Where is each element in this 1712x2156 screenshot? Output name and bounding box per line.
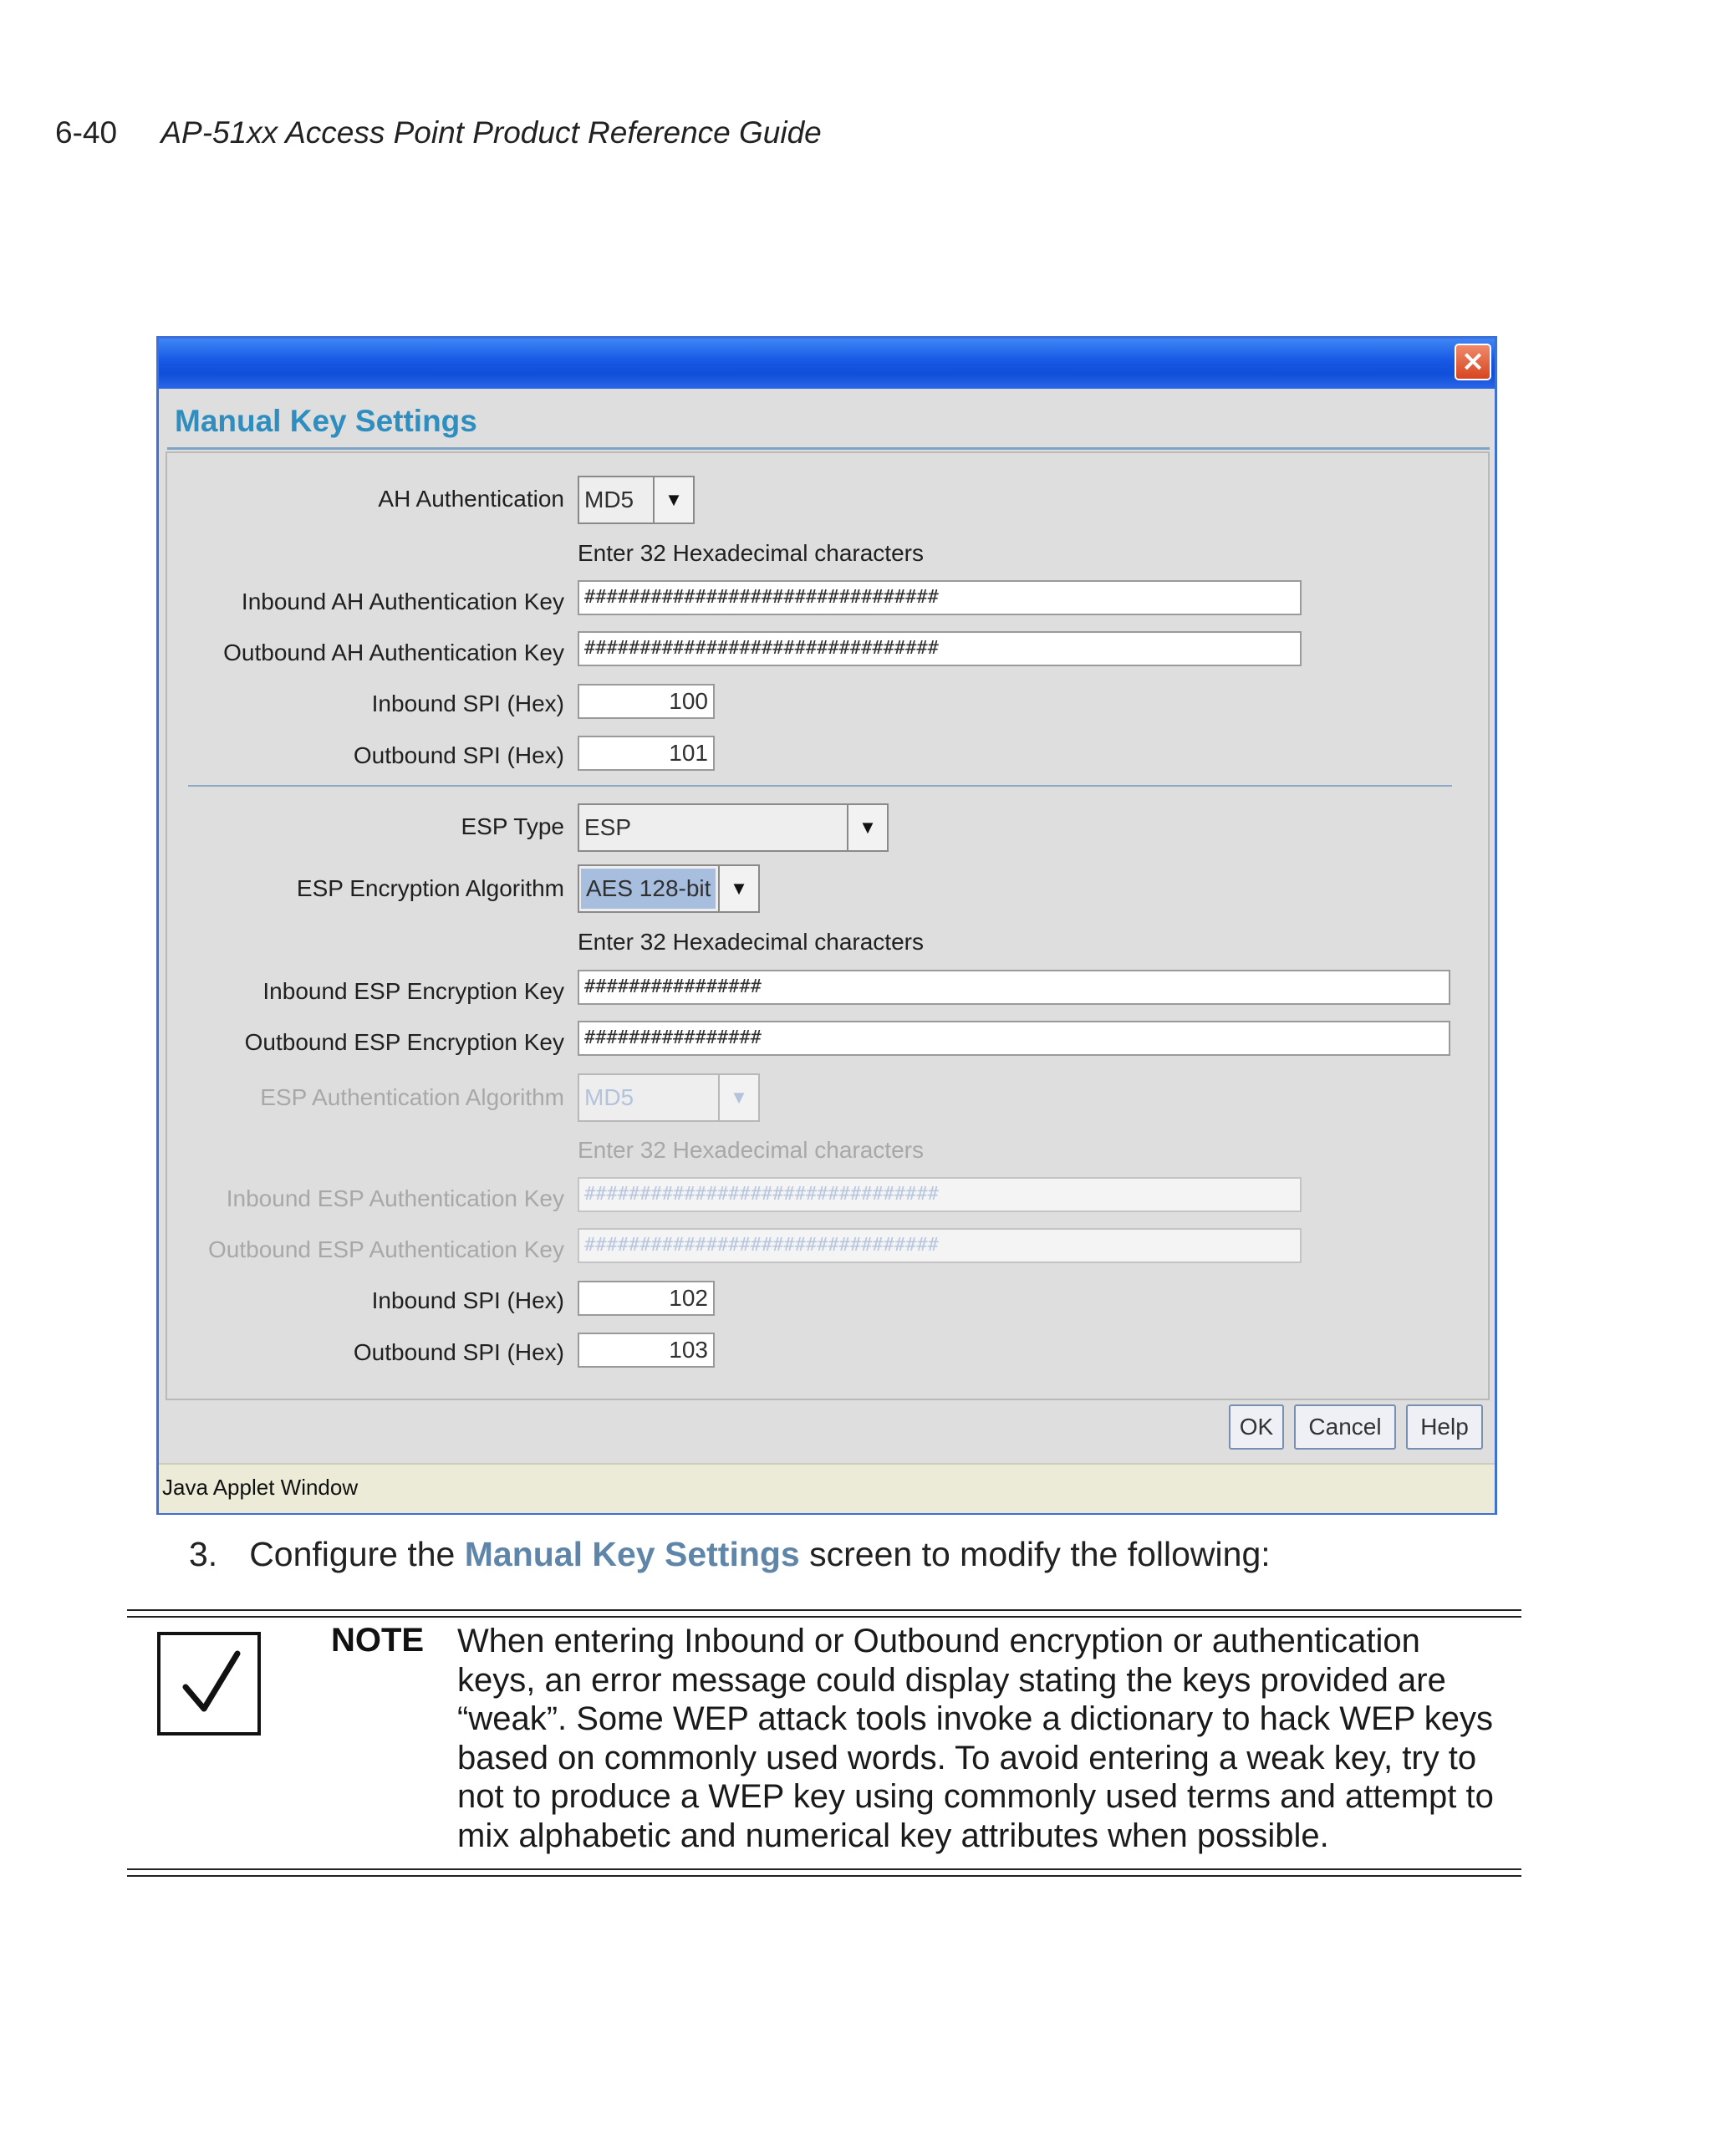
guide-title: AP-51xx Access Point Product Reference Guide <box>160 115 822 150</box>
note-text: When entering Inbound or Outbound encryption or authentication keys, an error message could display stating the keys provided are “weak”. Some WEP attack tools invoke a dictionary to hack WEP keys based on commonly used words. To avoid entering a weak key, try to not to produce a WEP key using commonly used terms and attempt to mix alphabetic and numerical key attributes when possible. <box>457 1623 1494 1854</box>
inbound-spi-label: Inbound SPI (Hex) <box>371 691 564 716</box>
step-instruction <box>189 1535 1271 1574</box>
esp-type-value: ESP <box>584 814 632 840</box>
ok-button[interactable]: OK <box>1229 1404 1284 1450</box>
step-text-after: screen to modify the following: <box>799 1535 1271 1573</box>
chevron-down-icon[interactable]: ▼ <box>847 805 887 850</box>
outbound-esp-auth-key-input[interactable]: ################################ <box>578 1228 1302 1263</box>
esp-auth-algorithm-select[interactable] <box>578 1073 760 1122</box>
outbound-spi-label: Outbound SPI (Hex) <box>353 742 564 768</box>
hex-hint-esp-auth: Enter 32 Hexadecimal characters <box>578 1137 924 1163</box>
note-label: NOTE <box>331 1622 425 1659</box>
inbound-spi2-input[interactable]: 102 <box>578 1281 715 1316</box>
ah-authentication-value: MD5 <box>584 487 634 512</box>
note-bottom-rule-1 <box>127 1868 1521 1870</box>
outbound-ah-key-label: Outbound AH Authentication Key <box>223 640 564 665</box>
step-text-before: Configure the <box>249 1535 465 1573</box>
inbound-spi2-label: Inbound SPI (Hex) <box>371 1287 564 1313</box>
outbound-esp-auth-key-label: Outbound ESP Authentication Key <box>207 1236 564 1262</box>
esp-encryption-algorithm-label: ESP Encryption Algorithm <box>296 875 564 901</box>
inbound-spi-input[interactable]: 100 <box>578 684 715 719</box>
outbound-ah-key-input[interactable]: ################################ <box>578 631 1302 666</box>
outbound-esp-enc-key-input[interactable]: ################ <box>578 1021 1450 1056</box>
hex-hint-ah: Enter 32 Hexadecimal characters <box>578 540 924 566</box>
inbound-esp-auth-key-label: Inbound ESP Authentication Key <box>226 1185 564 1211</box>
chevron-down-icon[interactable]: ▼ <box>718 1075 758 1120</box>
inbound-esp-enc-key-label: Inbound ESP Encryption Key <box>262 978 564 1004</box>
esp-type-label: ESP Type <box>461 813 564 839</box>
esp-encryption-algorithm-value: AES 128-bit <box>581 869 716 909</box>
cancel-button[interactable]: Cancel <box>1294 1404 1396 1450</box>
note-top-rule-1 <box>127 1609 1521 1611</box>
outbound-spi-input[interactable]: 101 <box>578 736 715 771</box>
inbound-ah-key-label: Inbound AH Authentication Key <box>241 589 564 614</box>
page-number: 6-40 <box>55 115 118 150</box>
esp-auth-algorithm-value: MD5 <box>584 1084 634 1110</box>
chevron-down-icon[interactable]: ▼ <box>653 477 693 522</box>
outbound-spi2-label: Outbound SPI (Hex) <box>353 1339 564 1365</box>
outbound-esp-enc-key-label: Outbound ESP Encryption Key <box>244 1029 564 1055</box>
help-button[interactable]: Help <box>1406 1404 1483 1450</box>
esp-auth-algorithm-label: ESP Authentication Algorithm <box>260 1084 564 1110</box>
note-top-rule-2 <box>127 1616 1521 1618</box>
dialog-title: Manual Key Settings <box>175 404 477 438</box>
inbound-esp-enc-key-input[interactable]: ################ <box>578 970 1450 1005</box>
inbound-esp-auth-key-input[interactable]: ################################ <box>578 1177 1302 1212</box>
ah-authentication-label: AH Authentication <box>378 486 564 512</box>
note-bottom-rule-2 <box>127 1875 1521 1877</box>
inbound-ah-key-input[interactable]: ################################ <box>578 580 1302 615</box>
step-highlight: Manual Key Settings <box>464 1535 800 1573</box>
chevron-down-icon[interactable]: ▼ <box>718 866 758 911</box>
close-icon[interactable]: × <box>1455 344 1491 380</box>
status-text: Java Applet Window <box>162 1475 359 1500</box>
step-number: 3. <box>189 1535 218 1573</box>
esp-type-select[interactable] <box>578 803 889 852</box>
esp-encryption-algorithm-select[interactable] <box>578 864 760 913</box>
hex-hint-esp: Enter 32 Hexadecimal characters <box>578 929 924 955</box>
outbound-spi2-input[interactable]: 103 <box>578 1333 715 1368</box>
checkmark-icon <box>157 1632 261 1736</box>
applet-status-bar <box>159 1463 1495 1513</box>
